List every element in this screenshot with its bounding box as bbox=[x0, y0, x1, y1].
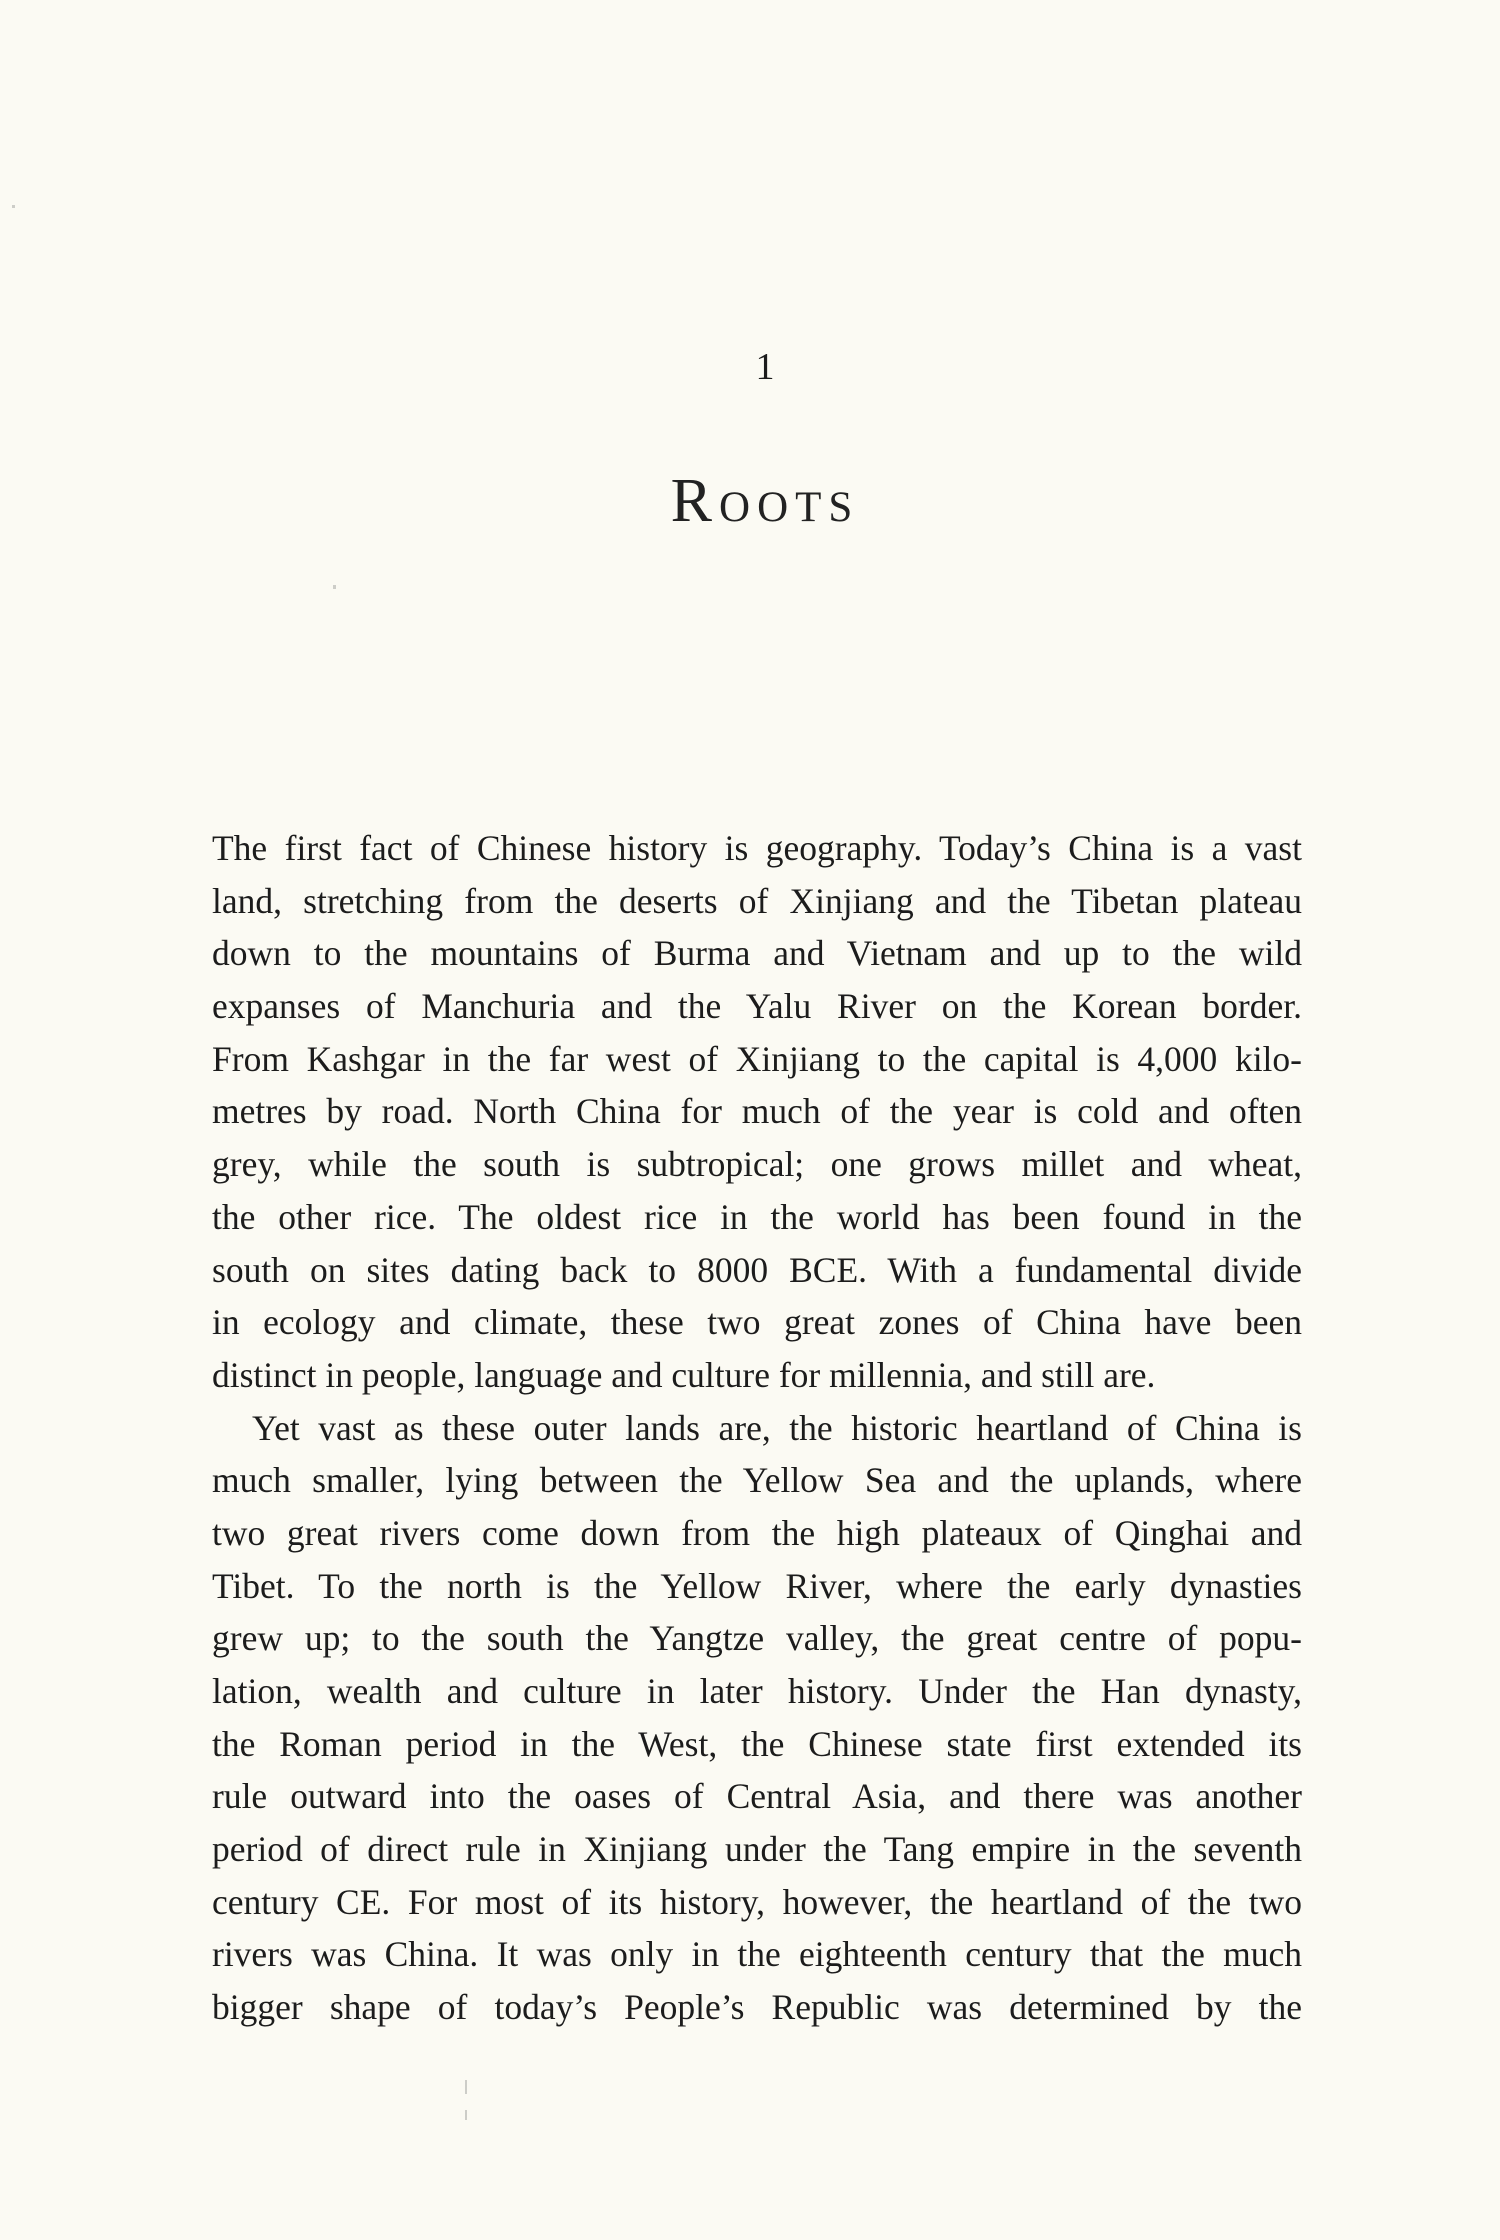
text-line: two great rivers come down from the high plateaux of Qinghai and bbox=[212, 1512, 1302, 1553]
chapter-title: Roots bbox=[670, 467, 860, 535]
paragraph-2 bbox=[212, 1402, 1302, 2034]
paragraph-1 bbox=[212, 822, 1302, 1402]
text-line: much smaller, lying between the Yellow Sea and the uplands, where bbox=[212, 1460, 1302, 1501]
text-line: in ecology and climate, these two great zones of China have been bbox=[212, 1302, 1302, 1343]
text-line: Yet vast as these outer lands are, the historic heartland of China is bbox=[252, 1407, 1302, 1448]
text-line: metres by road. North China for much of the year is cold and often bbox=[212, 1091, 1302, 1132]
scan-speck bbox=[12, 205, 15, 208]
text-line: From Kashgar in the far west of Xinjiang to the capital is 4,000 kilo- bbox=[212, 1038, 1302, 1079]
text-line: grew up; to the south the Yangtze valley, the great centre of popu- bbox=[212, 1618, 1302, 1659]
text-line: land, stretching from the deserts of Xinjiang and the Tibetan plateau bbox=[212, 880, 1302, 921]
text-line: period of direct rule in Xinjiang under the Tang empire in the seventh bbox=[212, 1829, 1302, 1870]
text-line: grey, while the south is subtropical; one grows millet and wheat, bbox=[212, 1144, 1302, 1185]
text-line: lation, wealth and culture in later history. Under the Han dynasty, bbox=[212, 1671, 1302, 1711]
scan-speck bbox=[333, 585, 336, 589]
text-line: rivers was China. It was only in the eighteenth century that the much bbox=[212, 1934, 1302, 1975]
text-line: south on sites dating back to 8000 BCE. With a fundamental divide bbox=[212, 1249, 1302, 1290]
text-line: the other rice. The oldest rice in the world has been found in the bbox=[212, 1196, 1302, 1237]
text-line: The first fact of Chinese history is geography. Today’s China is a vast bbox=[212, 828, 1302, 868]
text-line: distinct in people, language and culture for millennia, and still are. bbox=[212, 1354, 1156, 1395]
text-line: rule outward into the oases of Central Asia, and there was another bbox=[212, 1776, 1302, 1817]
text-line: century CE. For most of its history, however, the heartland of the two bbox=[212, 1881, 1302, 1922]
text-line: down to the mountains of Burma and Vietnam and up to the wild bbox=[212, 933, 1302, 974]
text-line: the Roman period in the West, the Chinese state first extended its bbox=[212, 1723, 1302, 1764]
text-line: Tibet. To the north is the Yellow River, where the early dynasties bbox=[212, 1565, 1302, 1606]
scan-speck bbox=[465, 2110, 467, 2120]
body-text bbox=[212, 822, 1302, 2034]
text-line: bigger shape of today’s People’s Republic was determined by the bbox=[212, 1987, 1302, 2028]
scan-speck bbox=[465, 2080, 467, 2094]
chapter-number: 1 bbox=[755, 346, 775, 388]
text-line: expanses of Manchuria and the Yalu River on the Korean border. bbox=[212, 986, 1302, 1027]
